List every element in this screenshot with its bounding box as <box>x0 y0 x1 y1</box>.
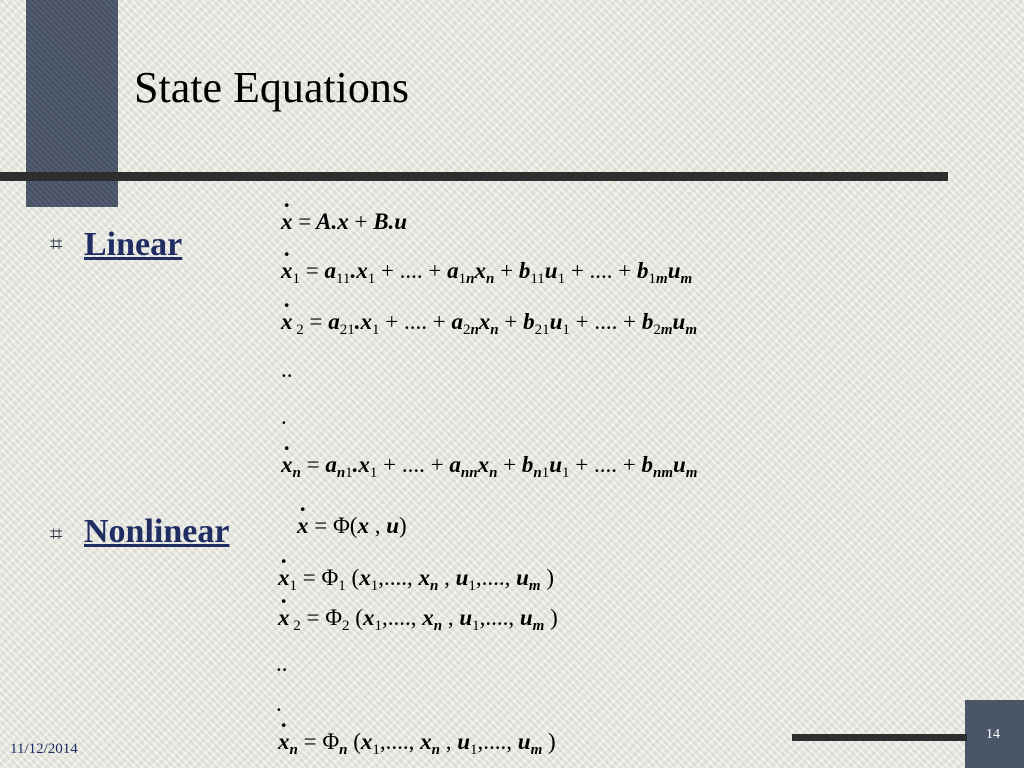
decorative-rule-top <box>0 172 948 181</box>
linear-link[interactable]: Linear <box>84 226 183 263</box>
nonlinear-ellipsis-1: .. <box>276 651 288 676</box>
linear-ellipsis-1: .. <box>281 357 293 382</box>
slide-title: State Equations <box>134 63 409 112</box>
linear-equation-n: · $x_n = a_{n1}.x_1$ + .... + $a_{nn}x_n + b_{n1}u_1$ + .... + $b_{nm}u_m$ <box>281 450 697 488</box>
linear-ellipsis-2: . <box>281 404 287 429</box>
nonlinear-ellipsis-2: . <box>276 691 282 716</box>
linear-equation-1: · $x_1 = a_{11}.x_1$ + .... + $a_{1n}x_n + b_{11}u_1$ + .... + $b_{1m}u_m$ <box>281 256 692 294</box>
bullet-icon: ⌗ <box>50 522 63 547</box>
slide-date: 11/12/2014 <box>10 741 78 757</box>
page-number: 14 <box>986 727 1000 742</box>
linear-equation-vector: · x = A.x + B.u <box>281 207 407 237</box>
nonlinear-link[interactable]: Nonlinear <box>84 513 230 550</box>
linear-equation-2: · x $_2 = a_{21}.x_1$ + .... + $a_{2n}x_n + b_{21}u_1$ + .... + $b_{2m}u_m$ <box>281 307 697 345</box>
nonlinear-equation-n: · $x_n = \Phi_n$ ($x_1$,...., $x_n$ , $u_1$,...., $u_m$ ) <box>278 727 556 765</box>
nonlinear-equation-vector: · x = Φ(x , u) <box>297 511 407 541</box>
nonlinear-equation-1: · $x_1 = \Phi_1$ ($x_1$,...., $x_n$ , $u_1$,...., $u_m$ ) <box>278 563 554 601</box>
decorative-rule-bottom <box>792 734 967 741</box>
bullet-icon: ⌗ <box>50 232 63 257</box>
nonlinear-equation-2: · x $_2 = \Phi_2$ ($x_1$,...., $x_n$ , $u_1$,...., $u_m$ ) <box>278 603 558 641</box>
